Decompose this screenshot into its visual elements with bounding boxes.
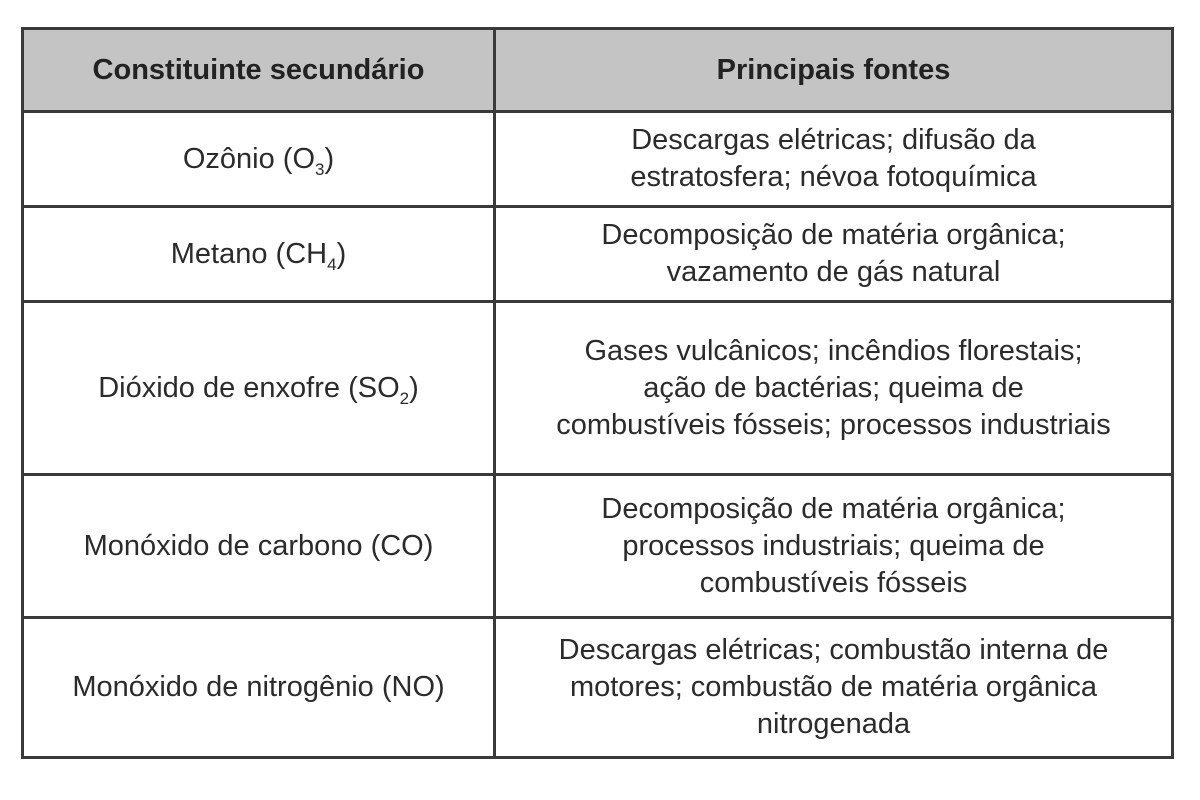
table-row	[23, 302, 1173, 475]
table-row	[23, 207, 1173, 302]
sources-cell: Decomposição de matéria orgânica; vazamento de gás natural	[495, 207, 1173, 302]
constituent-cell: Metano $(CH_4)$	[23, 207, 495, 302]
header-constituent: Constituinte secundário	[23, 29, 495, 112]
table-row	[23, 112, 1173, 207]
constituent-cell: Monóxido de carbono (CO)	[23, 475, 495, 618]
constituent-cell: Dióxido de enxofre $(SO_2)$	[23, 302, 495, 475]
table-row	[23, 475, 1173, 618]
constituent-cell: Monóxido de nitrogênio (NO)	[23, 618, 495, 758]
sources-cell: Descargas elétricas; combustão interna de motores; combustão de matéria orgânica nitrogenada	[495, 618, 1173, 758]
sources-cell: Descargas elétricas; difusão da estratosfera; névoa fotoquímica	[495, 112, 1173, 207]
sources-cell: Decomposição de matéria orgânica; processos industriais; queima de combustíveis fósseis	[495, 475, 1173, 618]
header-sources: Principais fontes	[495, 29, 1173, 112]
constituent-cell: Ozônio $(O_3)$	[23, 112, 495, 207]
sources-table	[21, 27, 1174, 759]
sources-cell: Gases vulcânicos; incêndios florestais; ação de bactérias; queima de combustíveis fósseis; processos industriais	[495, 302, 1173, 475]
header-row	[23, 29, 1173, 112]
table-row	[23, 618, 1173, 758]
